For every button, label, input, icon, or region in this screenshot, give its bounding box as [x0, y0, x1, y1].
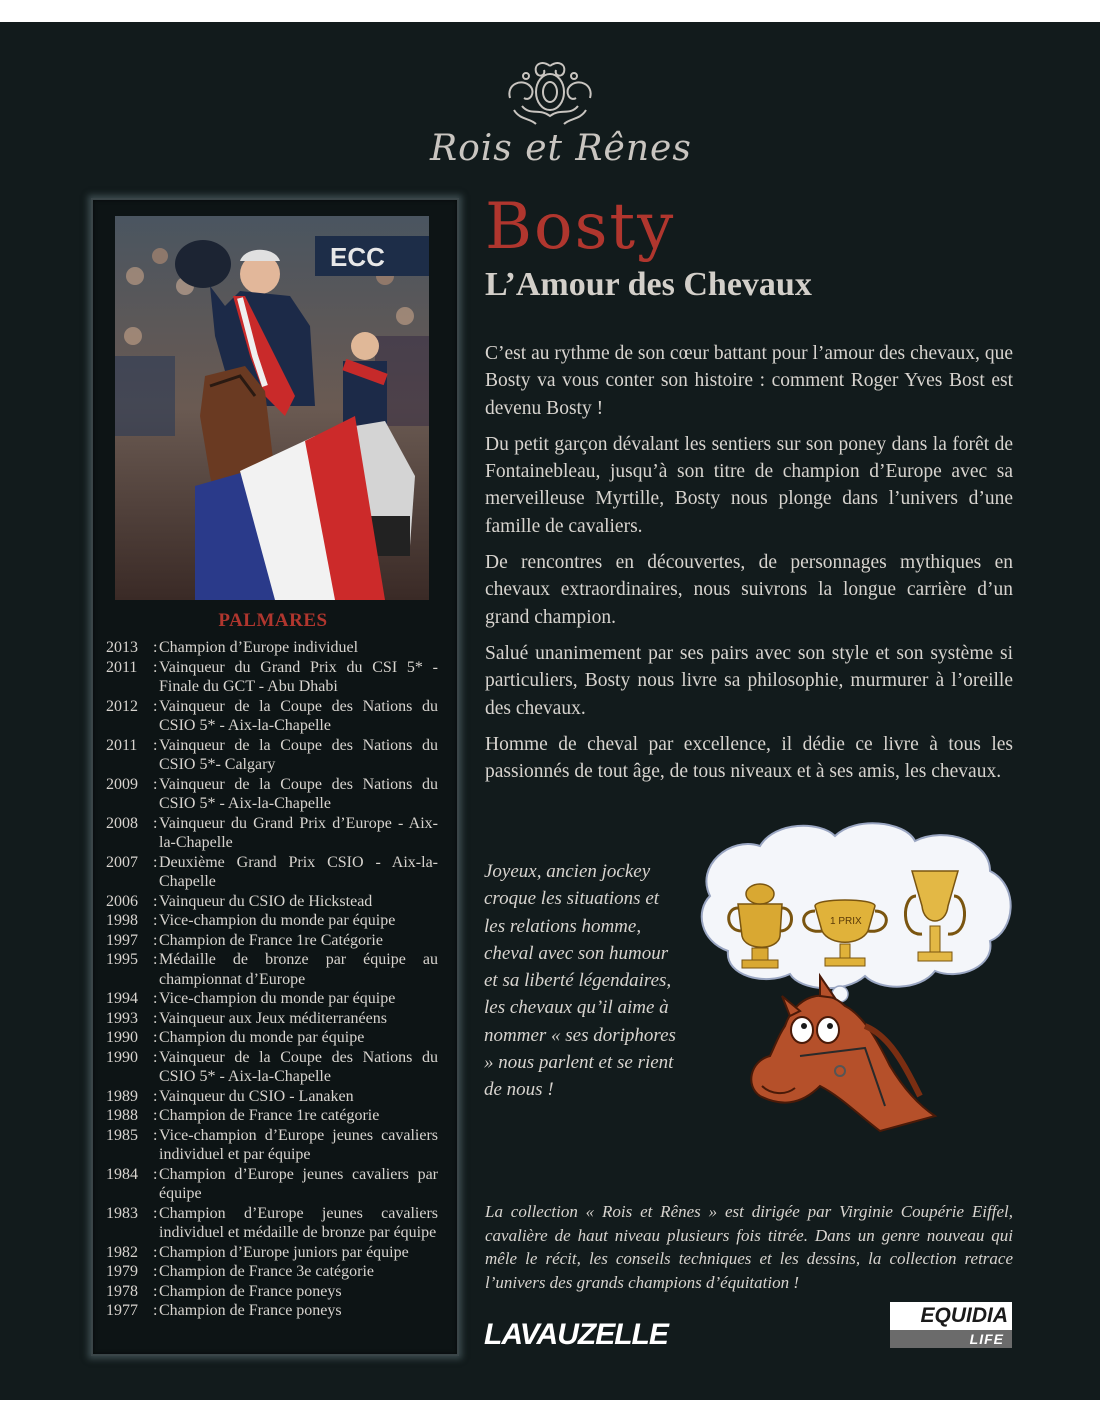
trophy-label: 1 PRIX	[830, 916, 862, 927]
book-summary	[485, 340, 1013, 794]
palmares-text: Champion d’Europe juniors par équipe	[159, 1243, 409, 1261]
palmares-text: Vainqueur de la Coupe des Nations du CSIO 5* - Aix-la-Chapelle	[159, 1048, 438, 1085]
publisher-logo: LAVAUZELLE	[484, 1318, 668, 1351]
palmares-item	[106, 1243, 438, 1263]
palmares-year: 2008	[106, 814, 138, 832]
palmares-separator: :	[153, 814, 158, 832]
palmares-separator: :	[153, 1263, 158, 1280]
palmares-year: 2012	[106, 697, 138, 715]
equidia-logo-bottom: LIFE	[890, 1330, 1012, 1348]
palmares-separator: :	[153, 931, 158, 949]
palmares-text: Champion d’Europe individuel	[159, 639, 359, 656]
palmares-separator: :	[153, 736, 158, 754]
palmares-text: Vainqueur de la Coupe des Nations du CSIO 5* - Aix-la-Chapelle	[159, 697, 438, 734]
palmares-separator: :	[153, 1029, 158, 1046]
palmares-item	[106, 911, 438, 931]
palmares-separator: :	[153, 853, 158, 871]
summary-paragraph: Du petit garçon dévalant les sentiers sur son poney dans la forêt de Fontainebleau, jusqu’à son titre de champion d’Europe avec sa merveilleuse Myrtille, Bosty nous plonge dans l’univers d’une famille de cavaliers.	[485, 433, 1013, 537]
book-title	[485, 190, 675, 264]
palmares-text: Champion de France 3e catégorie	[159, 1263, 375, 1280]
palmares-item	[106, 775, 438, 814]
palmares-year: 1998	[106, 912, 138, 929]
palmares-item	[106, 853, 438, 892]
palmares-year: 1983	[106, 1204, 138, 1222]
palmares-text: Vainqueur de la Coupe des Nations du CSIO 5*- Calgary	[159, 736, 438, 773]
palmares-item	[106, 1262, 438, 1282]
palmares-separator: :	[153, 697, 158, 715]
palmares-item	[106, 638, 438, 658]
palmares-separator: :	[153, 1204, 158, 1222]
palmares-item	[106, 1126, 438, 1165]
palmares-year: 2011	[106, 658, 138, 676]
palmares-text: Champion de France poneys	[159, 1302, 342, 1319]
palmares-text: Vainqueur du CSIO - Lanaken	[159, 1087, 354, 1105]
equidia-life-logo	[890, 1302, 1012, 1348]
palmares-item	[106, 1087, 438, 1107]
palmares-text: Vainqueur du CSIO de Hickstead	[159, 892, 373, 910]
palmares-text: Champion d’Europe jeunes cavaliers individuel et médaille de bronze par équipe	[159, 1204, 438, 1241]
palmares-item	[106, 1009, 438, 1029]
palmares-item	[106, 1106, 438, 1126]
palmares-separator: :	[153, 1243, 158, 1261]
palmares-text: Deuxième Grand Prix CSIO - Aix-la-Chapelle	[159, 853, 438, 890]
palmares-year: 1989	[106, 1087, 138, 1105]
collection-note: La collection « Rois et Rênes » est dirigée par Virginie Coupérie Eiffel, cavalière de haut niveau plusieurs fois titrée. Dans un genre nouveau qui mêle le récit, les conseils techniques et les dessins, la collection retrace l’univers des grands champions d’équitation !	[485, 1202, 1013, 1292]
palmares-year: 2011	[106, 736, 138, 754]
palmares-heading: PALMARES	[218, 610, 328, 631]
summary-paragraph: Homme de cheval par excellence, il dédie ce livre à tous les passionnés de tout âge, de tous niveaux et à ses amis, les chevaux.	[485, 733, 1013, 783]
palmares-text: Champion de France poneys	[159, 1282, 342, 1300]
palmares-year: 1994	[106, 990, 138, 1007]
palmares-year: 1977	[106, 1302, 138, 1319]
palmares-text: Vainqueur du Grand Prix du CSI 5* - Finale du GCT - Abu Dhabi	[159, 658, 438, 695]
palmares-text: Vice-champion du monde par équipe	[159, 990, 396, 1007]
palmares-year: 2013	[106, 639, 138, 656]
palmares-year: 1985	[106, 1126, 138, 1144]
palmares-separator: :	[153, 1087, 158, 1105]
palmares-text: Champion de France 1re catégorie	[159, 1107, 380, 1124]
palmares-year: 1984	[106, 1165, 138, 1183]
palmares-separator: :	[153, 892, 158, 910]
cartoon-caption: Joyeux, ancien jockey croque les situations et les relations homme, cheval avec son humour et sa liberté légendaires, les chevaux qu’il aime à nommer « ses doriphores » nous parlent et se rient de nous !	[484, 861, 676, 1101]
palmares-separator: :	[153, 1048, 158, 1066]
palmares-separator: :	[153, 1165, 158, 1183]
palmares-separator: :	[153, 1107, 158, 1124]
palmares-item	[106, 892, 438, 912]
palmares-text: Médaille de bronze par équipe au championnat d’Europe	[159, 951, 438, 988]
palmares-text: Vainqueur du Grand Prix d’Europe - Aix-la-Chapelle	[159, 814, 438, 851]
palmares-item	[106, 1204, 438, 1243]
palmares-year: 1978	[106, 1282, 138, 1300]
palmares-separator: :	[153, 775, 158, 793]
palmares-year: 1988	[106, 1107, 138, 1124]
palmares-separator: :	[153, 990, 158, 1007]
palmares-year: 2007	[106, 853, 138, 871]
palmares-text: Vainqueur de la Coupe des Nations du CSIO 5* - Aix-la-Chapelle	[159, 775, 438, 812]
palmares-item	[106, 1301, 438, 1321]
palmares-text: Champion du monde par équipe	[159, 1029, 365, 1046]
palmares-separator: :	[153, 1282, 158, 1300]
palmares-separator: :	[153, 639, 158, 656]
palmares-separator: :	[153, 1009, 158, 1027]
palmares-year: 1990	[106, 1029, 138, 1046]
palmares-text: Vice-champion du monde par équipe	[159, 912, 396, 929]
palmares-separator: :	[153, 951, 158, 968]
palmares-text: Vice-champion d’Europe jeunes cavaliers individuel et par équipe	[159, 1126, 438, 1163]
palmares-item	[106, 931, 438, 951]
palmares-year: 1997	[106, 931, 138, 949]
palmares-year: 1982	[106, 1243, 138, 1261]
palmares-year: 2006	[106, 892, 138, 910]
palmares-separator: :	[153, 1302, 158, 1319]
svg-text:ECC: ECC	[330, 242, 385, 272]
palmares-separator: :	[153, 1126, 158, 1144]
palmares-item	[106, 814, 438, 853]
equidia-logo-top: EQUIDIA	[890, 1302, 1012, 1330]
palmares-item	[106, 989, 438, 1009]
palmares-item	[106, 736, 438, 775]
book-title-text: Bosty	[485, 190, 676, 264]
crown-ornament-icon	[500, 58, 600, 130]
book-subtitle: L’Amour des Chevaux	[485, 266, 812, 303]
palmares-item	[106, 1165, 438, 1204]
palmares-item	[106, 950, 438, 989]
palmares-item	[106, 1282, 438, 1302]
summary-paragraph: Salué unanimement par ses pairs avec son style et son système si particuliers, Bosty nous livre sa philosophie, murmurer à l’oreille des chevaux.	[485, 642, 1013, 719]
palmares-year: 1995	[106, 951, 138, 968]
palmares-item	[106, 1028, 438, 1048]
palmares-item	[106, 658, 438, 697]
palmares-text: Champion d’Europe jeunes cavaliers par équipe	[159, 1165, 438, 1202]
palmares-separator: :	[153, 912, 158, 929]
palmares-item	[106, 1048, 438, 1087]
palmares-year: 1990	[106, 1048, 138, 1066]
palmares-year: 1993	[106, 1009, 138, 1027]
collection-logo: Rois et Rênes	[430, 128, 692, 169]
palmares-separator: :	[153, 658, 158, 676]
palmares-year: 2009	[106, 775, 138, 793]
palmares-text: Champion de France 1re Catégorie	[159, 931, 383, 949]
rider-photo	[115, 216, 429, 600]
palmares-year: 1979	[106, 1263, 138, 1280]
horse-cartoon-illustration	[690, 816, 1030, 1136]
summary-paragraph: De rencontres en découvertes, de personnages mythiques en chevaux extraordinaires, nous suivrons la longue carrière d’un grand champion.	[485, 552, 1013, 628]
summary-paragraph: C’est au rythme de son cœur battant pour l’amour des chevaux, que Bosty va vous conter son histoire : comment Roger Yves Bost est devenu Bosty !	[485, 343, 1013, 419]
palmares-list	[106, 638, 438, 1321]
palmares-text: Vainqueur aux Jeux méditerranéens	[159, 1009, 387, 1027]
palmares-item	[106, 697, 438, 736]
